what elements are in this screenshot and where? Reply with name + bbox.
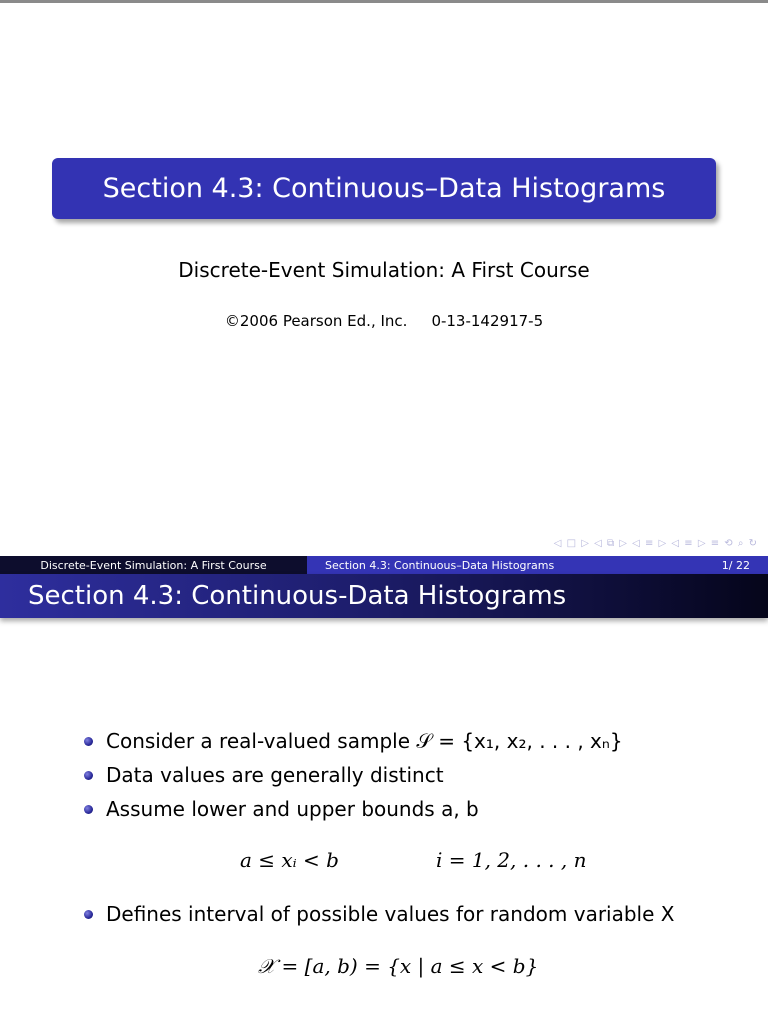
bullet-text: Consider a real-valued sample 𝒮 = {x₁, x₂, . . . , xₙ} [106, 729, 623, 753]
copyright-line [0, 312, 768, 330]
equation-bounds: a ≤ xᵢ < b [240, 848, 339, 872]
slide-title: Section 4.3: Continuous–Data Histograms [102, 173, 666, 204]
footer-section-label: Section 4.3: Continuous–Data Histograms [325, 558, 555, 572]
list-item [84, 758, 623, 792]
bullet-list-2 [84, 897, 674, 931]
top-border [0, 0, 768, 3]
copyright-text: ©2006 Pearson Ed., Inc. [224, 312, 408, 330]
frame-title-bar [0, 574, 768, 618]
footer-bar [0, 556, 768, 574]
list-item [84, 724, 623, 758]
footer-section [307, 556, 768, 574]
beamer-navigation-icons[interactable]: ◁ □ ▷ ◁ ⧉ ▷ ◁ ≡ ▷ ◁ ≡ ▷ ≡ ⟲ ⌕ ↻ [553, 538, 758, 549]
course-subtitle: Discrete-Event Simulation: A First Course [178, 258, 590, 282]
bullet-list [84, 724, 623, 826]
bullet-text: Assume lower and upper bounds a, b [106, 797, 479, 821]
bullet-text: Data values are generally distinct [106, 763, 444, 787]
title-box [52, 158, 716, 219]
list-item [84, 792, 623, 826]
equation-index: i = 1, 2, . . . , n [436, 848, 587, 872]
frame-title: Section 4.3: Continuous-Data Histograms [28, 581, 567, 611]
bullet-icon [84, 737, 93, 746]
footer-course [0, 556, 307, 574]
bullet-text: Defines interval of possible values for random variable X [106, 902, 675, 926]
list-item [84, 897, 674, 931]
footer-page-number: 1/ 22 [721, 558, 750, 572]
bullet-icon [84, 910, 93, 919]
footer-course-label: Discrete-Event Simulation: A First Course [40, 558, 267, 572]
bullet-icon [84, 771, 93, 780]
bullet-icon [84, 805, 93, 814]
equation-interval: 𝒳 = [a, b) = {x | a ≤ x < b} [258, 954, 539, 978]
isbn-text: 0-13-142917-5 [431, 312, 544, 330]
